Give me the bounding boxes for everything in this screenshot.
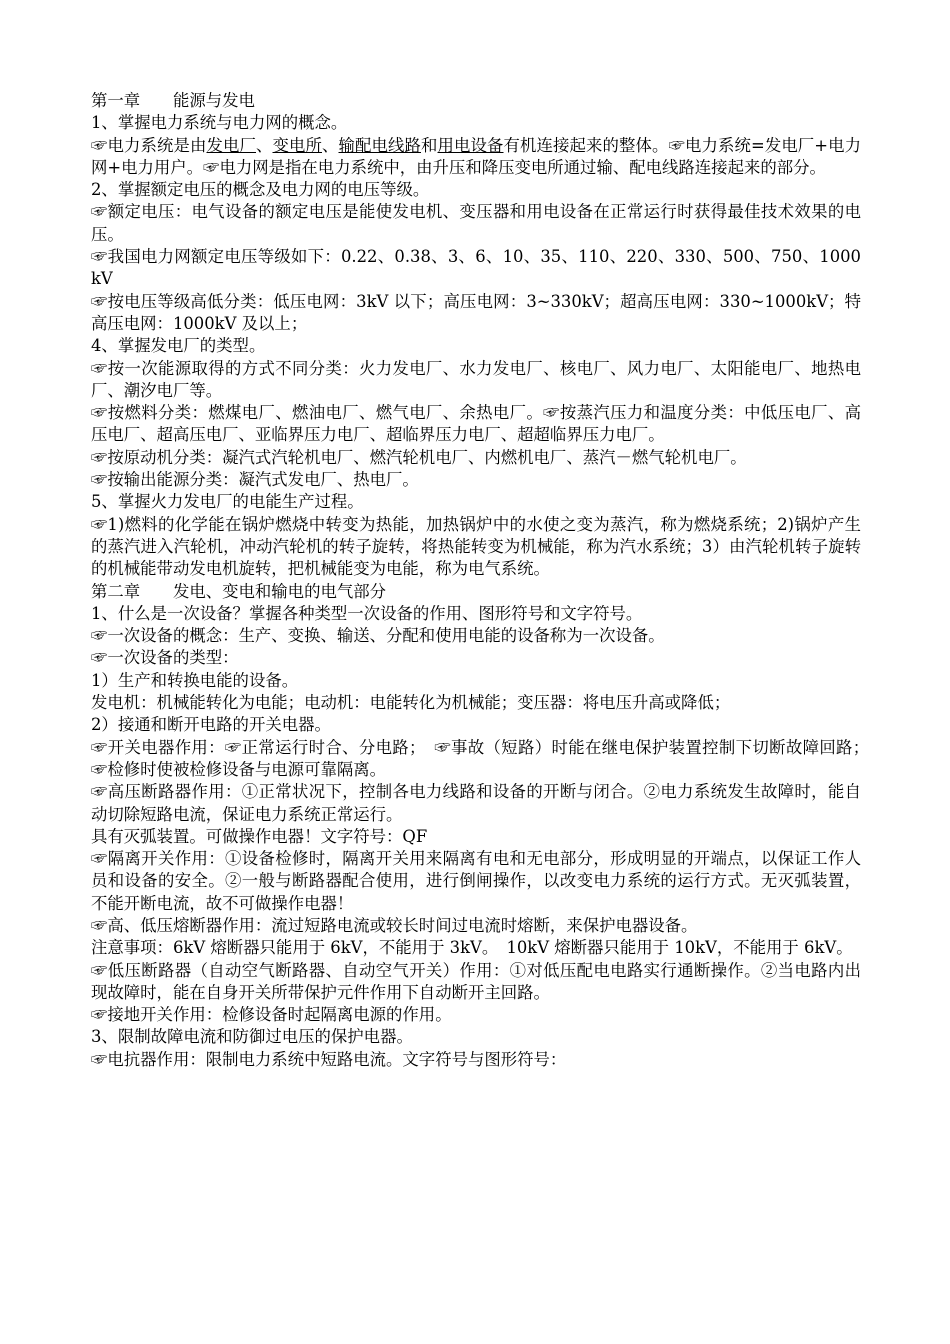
- document-page: [91, 90, 878, 1071]
- text-segment: 和: [421, 135, 438, 155]
- lv-breaker-function: ☞低压断路器（自动空气断路器、自动空气开关）作用：①对低压配电电路实行通断操作。②当电路内出现故障时，能在自身开关所带保护元件作用下自动断开主回路。: [91, 960, 861, 1002]
- primary-equipment-types: ☞一次设备的类型：: [91, 648, 239, 668]
- reactor-function: ☞电抗器作用：限制电力系统中短路电流。文字符号与图形符号：: [91, 1049, 567, 1069]
- underlined-term-distribution-lines: 输配电线路: [338, 135, 421, 155]
- voltage-classification: ☞按电压等级高低分类：低压电网：3kV 以下；高压电网：3~330kV；超高压电网：330~1000kV；特高压电网：1000kV 及以上；: [91, 291, 861, 333]
- switchgear-function: ☞开关电器作用：☞正常运行时合、分电路； ☞事故（短路）时能在继电保护装置控制下切断故障回路； ☞检修时使被检修设备与电源可靠隔离。: [91, 737, 878, 779]
- section-1-2-heading: 2、掌握额定电压的概念及电力网的电压等级。: [91, 180, 430, 200]
- chapter-1-heading: 第一章 能源与发电: [91, 91, 255, 110]
- fuse-notes: 注意事项：6kV 熔断器只能用于 6kV，不能用于 3kV。 10kV 熔断器只能用于 10kV，不能用于 6kV。: [91, 938, 853, 958]
- underlined-term-power-plant: 发电厂: [206, 135, 256, 155]
- underlined-term-substation: 变电所: [272, 135, 322, 155]
- plant-type-by-energy: ☞按一次能源取得的方式不同分类：火力发电厂、水力发电厂、核电厂、风力电厂、太阳能电厂、地热电厂、潮汐电厂等。: [91, 358, 861, 400]
- text-segment: 有机连接起来的整体。☞电力系统=发电厂+电力网+电力用户。☞电力网是指在电力系统中，由升压和降压变电所通过输、配电线路连接起来的部分。: [91, 135, 862, 177]
- plant-type-by-fuel: ☞按燃料分类：燃煤电厂、燃油电厂、燃气电厂、余热电厂。☞按蒸汽压力和温度分类：中低压电厂、高压电厂、超高压电厂、亚临界压力电厂、超临界压力电厂、超超临界压力电厂。: [91, 403, 861, 445]
- rated-voltage-definition: ☞额定电压：电气设备的额定电压是能使发电机、变压器和用电设备在正常运行时获得最佳技术效果的电压。: [91, 202, 861, 244]
- type-1-heading: 1）生产和转换电能的设备。: [91, 670, 299, 690]
- voltage-levels: ☞我国电力网额定电压等级如下：0.22、0.38、3、6、10、35、110、220、330、500、750、1000 kV: [91, 247, 867, 289]
- type-2-heading: 2）接通和断开电路的开关电器。: [91, 715, 331, 735]
- generator-motor-transformer: 发电机：机械能转化为电能；电动机：电能转化为机械能；变压器：将电压升高或降低；: [91, 693, 731, 713]
- text-segment: 、: [256, 135, 273, 155]
- plant-type-by-prime-mover: ☞按原动机分类：凝汽式汽轮机电厂、燃汽轮机电厂、内燃机电厂、蒸汽－燃气轮机电厂。: [91, 447, 747, 467]
- earthing-switch-function: ☞接地开关作用：检修设备时起隔离电源的作用。: [91, 1005, 452, 1025]
- hv-breaker-note: 具有灭弧装置。可做操作电器！文字符号：QF: [91, 826, 428, 846]
- section-1-4-heading: 4、掌握发电厂的类型。: [91, 336, 266, 356]
- power-system-definition: [91, 135, 861, 180]
- section-1-1-heading: 1、掌握电力系统与电力网的概念。: [91, 113, 348, 133]
- plant-type-by-output: ☞按输出能源分类：凝汽式发电厂、热电厂。: [91, 470, 419, 490]
- section-2-1-heading: 1、什么是一次设备？掌握各种类型一次设备的作用、图形符号和文字符号。: [91, 603, 643, 623]
- primary-equipment-concept: ☞一次设备的概念：生产、变换、输送、分配和使用电能的设备称为一次设备。: [91, 626, 665, 646]
- section-2-3-heading: 3、限制故障电流和防御过电压的保护电器。: [91, 1027, 413, 1047]
- text-segment: ☞电力系统是由: [91, 135, 207, 155]
- underlined-term-electrical-equipment: 用电设备: [437, 135, 504, 155]
- thermal-plant-process: ☞1)燃料的化学能在锅炉燃烧中转变为热能，加热锅炉中的水使之变为蒸汽，称为燃烧系统；2)锅炉产生的蒸汽进入汽轮机，冲动汽轮机的转子旋转，将热能转变为机械能，称为汽水系统；3）由汽轮机转子旋转的机械能带动发电机旋转，把机械能变为电能，称为电气系统。: [91, 514, 861, 579]
- hv-breaker-function: ☞高压断路器作用：①正常状况下，控制各电力线路和设备的开断与闭合。②电力系统发生故障时，能自动切除短路电流，保证电力系统正常运行。: [91, 782, 861, 824]
- section-1-5-heading: 5、掌握火力发电厂的电能生产过程。: [91, 492, 364, 512]
- text-segment: 、: [322, 135, 339, 155]
- disconnector-function: ☞隔离开关作用：①设备检修时，隔离开关用来隔离有电和无电部分，形成明显的开端点，以保证工作人员和设备的安全。②一般与断路器配合使用，进行倒闸操作，以改变电力系统的运行方式。无灭弧装置，不能开断电流，故不可做操作电器！: [91, 849, 861, 913]
- fuse-function: ☞高、低压熔断器作用：流过短路电流或较长时间过电流时熔断，来保护电器设备。: [91, 915, 698, 935]
- chapter-2-heading: 第二章 发电、变电和输电的电气部分: [91, 581, 387, 601]
